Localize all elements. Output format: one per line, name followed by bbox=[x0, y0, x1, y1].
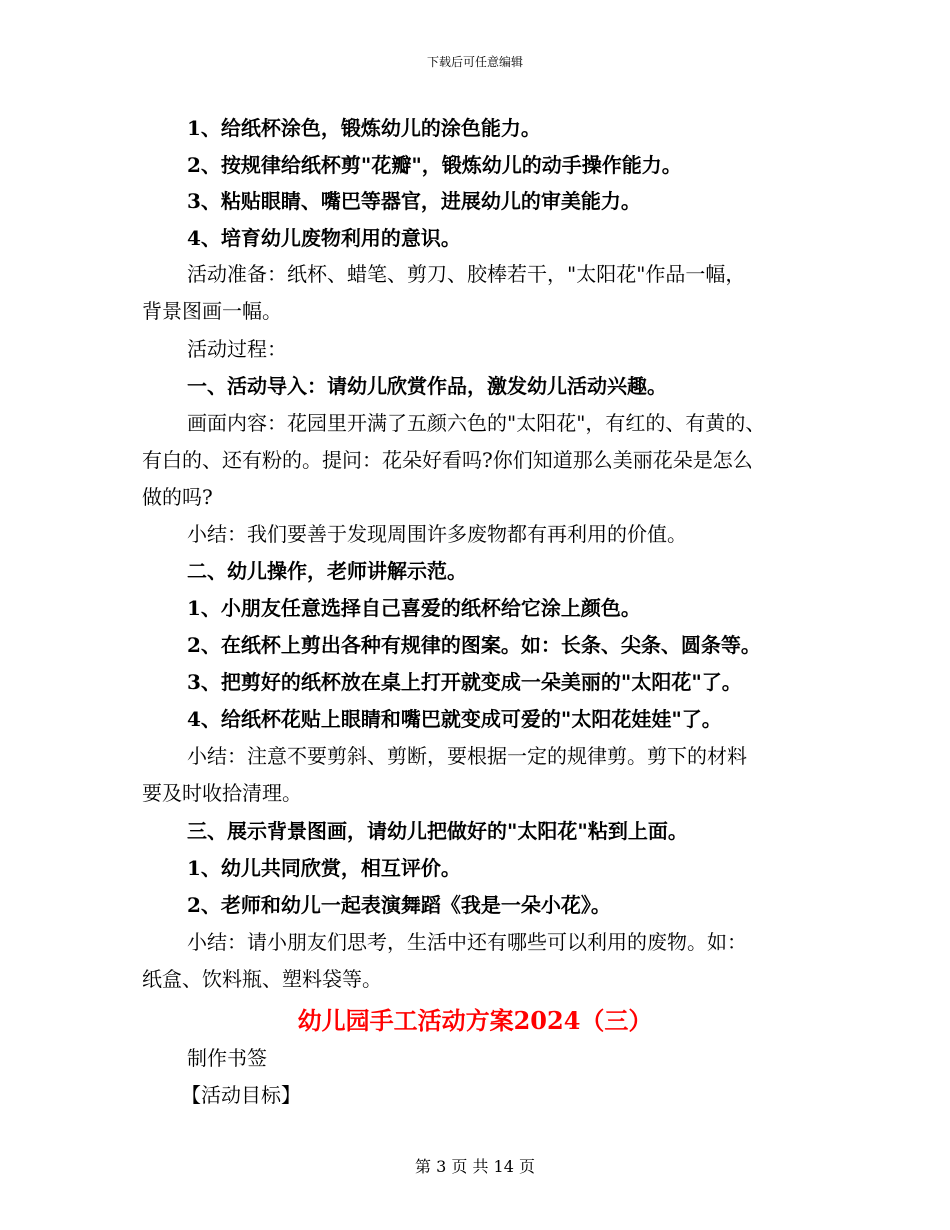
preparation-line-1: 活动准备：纸杯、蜡笔、剪刀、胶棒若干，"太阳花"作品一幅， bbox=[187, 262, 746, 286]
section-title: 幼儿园手工活动方案2024（三） bbox=[297, 1006, 653, 1035]
step-3-heading: 三、展示背景图画，请幼儿把做好的"太阳花"粘到上面。 bbox=[187, 819, 688, 843]
step-1-paragraph-line-1: 画面内容：花园里开满了五颜六色的"太阳花"，有红的、有黄的、 bbox=[187, 411, 766, 435]
step-2-summary-line-2: 要及时收拾清理。 bbox=[142, 781, 302, 805]
step-3-summary-line-2: 纸盒、饮料瓶、塑料袋等。 bbox=[142, 967, 382, 991]
step-3-item-2: 2、老师和幼儿一起表演舞蹈《我是一朵小花》。 bbox=[187, 893, 611, 917]
step-2-item-2: 2、在纸杯上剪出各种有规律的图案。如：长条、尖条、圆条等。 bbox=[187, 633, 761, 657]
step-1-summary: 小结：我们要善于发现周围许多废物都有再利用的价值。 bbox=[187, 522, 687, 546]
page-footer-number: 第 3 页 共 14 页 bbox=[415, 1157, 535, 1176]
step-2-item-4: 4、给纸杯花贴上眼睛和嘴巴就变成可爱的"太阳花娃娃"了。 bbox=[187, 707, 722, 731]
step-2-item-1: 1、小朋友任意选择自己喜爱的纸杯给它涂上颜色。 bbox=[187, 596, 641, 620]
objectives-label: 【活动目标】 bbox=[181, 1083, 301, 1107]
page-header-note: 下载后可任意编辑 bbox=[426, 55, 523, 69]
step-2-heading: 二、幼儿操作，老师讲解示范。 bbox=[187, 559, 467, 583]
step-3-summary-line-1: 小结：请小朋友们思考，生活中还有哪些可以利用的废物。如： bbox=[187, 930, 747, 954]
step-1-heading: 一、活动导入：请幼儿欣赏作品，激发幼儿活动兴趣。 bbox=[187, 374, 667, 398]
goal-item-1: 1、给纸杯涂色，锻炼幼儿的涂色能力。 bbox=[187, 116, 541, 140]
activity-name: 制作书签 bbox=[187, 1046, 267, 1070]
step-2-summary-line-1: 小结：注意不要剪斜、剪断，要根据一定的规律剪。剪下的材料 bbox=[187, 744, 747, 768]
step-2-item-3: 3、把剪好的纸杯放在桌上打开就变成一朵美丽的"太阳花"了。 bbox=[187, 670, 742, 694]
step-1-paragraph-line-3: 做的吗? bbox=[142, 485, 213, 509]
goal-item-4: 4、培育幼儿废物利用的意识。 bbox=[187, 226, 461, 250]
step-1-paragraph-line-2: 有白的、还有粉的。提问：花朵好看吗?你们知道那么美丽花朵是怎么 bbox=[142, 448, 753, 472]
step-3-item-1: 1、幼儿共同欣赏，相互评价。 bbox=[187, 856, 461, 880]
preparation-line-2: 背景图画一幅。 bbox=[142, 299, 282, 323]
goal-item-2: 2、按规律给纸杯剪"花瓣"，锻炼幼儿的动手操作能力。 bbox=[187, 153, 682, 177]
goal-item-3: 3、粘贴眼睛、嘴巴等器官，进展幼儿的审美能力。 bbox=[187, 189, 641, 213]
process-label: 活动过程： bbox=[187, 337, 287, 361]
